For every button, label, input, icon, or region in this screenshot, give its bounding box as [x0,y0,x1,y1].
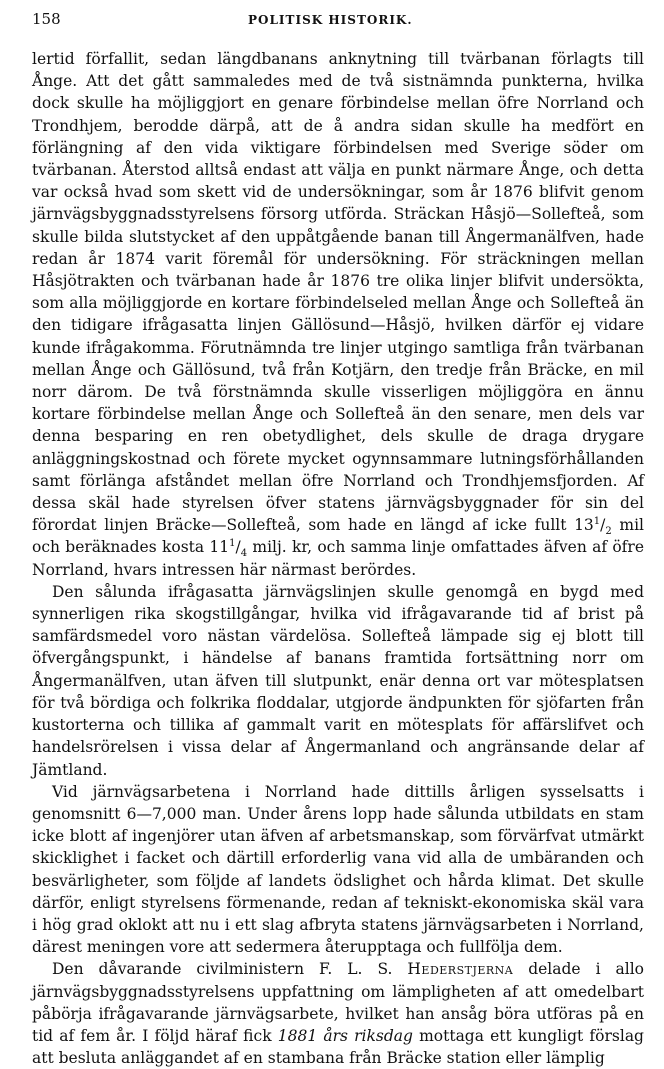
fraction-2-denominator: 4 [240,548,248,560]
person-name: Hederstjerna [407,960,514,979]
fraction-2-numerator: 1 [229,538,236,550]
paragraph-1-text-a: lertid förfallit, sedan längdbanans anknytning till tvärbanan förlagts till Ånge. Att det gått sammaledes med de två sistnämnda punkterna, hvilka dock skulle ha möjliggjort en genare förbindelse mellan öfre Norrland och Trondhjem, berodde därpå, att de å andra sidan skulle ha medfört en förlängning af den vida viktigare förbindelsen med Sverige söder om tvärbanan. Återstod alltså endast att välja en punkt närmare Ånge, och detta var också hvad som skett vid de undersökningar, som år 1876 blifvit genom järnvägsbyggnadsstyrelsens försorg utförda. Sträckan Håsjö—Sollefteå, som skulle bilda slutstycket af den uppåtgående banan till Ångermanälfven, hade redan år 1874 varit föremål för undersökning. För sträckningen mellan Håsjötrakten och tvärbanan hade år 1876 tre olika linjer blifvit undersökta, som alla möjliggjorde en kortare förbindelseled mellan Ånge och Sollefteå än den tidigare ifrågasatta linjen Gällösund—Håsjö, hvilken därför ej vidare kunde ifrågakomma. Förutnämnda tre linjer utgingo samtliga från tvärbanan mellan Ånge och Gällösund, två från Kotjärn, den tredje från Bräcke, en mil norr därom. De två förstnämnda skulle visserligen möjliggöra en ännu kortare förbindelse mellan Ånge och Sollefteå än den senare, men dels var denna besparing en ren obetydlighet, dels skulle de draga drygare anläggningskostnad och förete mycket ogynnsammare lutningsförhållanden samt förlänga afståndet mellan öfre Norrland och Trondhjemsfjorden. Af dessa skäl hade styrelsen öfver statens järnvägsbyggnader för sin del förordat linjen Bräcke—Sollefteå, som hade en längd af icke fullt 13 [32,50,644,535]
paragraph-2: Den sålunda ifrågasatta järnvägslinjen skulle genomgå en bygd med synnerligen rika skogstillgångar, hvilka vid ifrågavarande tid af brist på samfärdsmedel voro nästan värdelösa. Sollefteå lämpade sig ej blott till öfvergångspunkt, i händelse af banans framtida fortsättning norr om Ångermanälfven, utan äfven till slutpunkt, enär denna ort var mötesplatsen för två bördiga och folkrika floddalar, utgjorde ändpunkten för sjöfarten från kustorterna och tillika af gammalt varit en mötesplats för affärslifvet och handelsrörelsen i vissa delar af Ångermanland och angränsande delar af Jämtland. [32,582,644,779]
paragraph-4-text-c: mottaga ett kungligt förslag att besluta anläggandet af en stambana från Bräcke station eller lämplig [32,1026,644,1068]
body-text [32,48,644,1069]
page-header [32,10,644,36]
paragraph-4-text-a: Den dåvarande civilministern F. L. S. [52,960,408,979]
paragraph-1-text-c: milj. kr, och samma linje omfattades äfven af öfre Norrland, hvars intressen här närmast berördes. [32,538,644,579]
paragraph-4 [32,958,644,1069]
riksdag-reference: 1881 års riksdag [277,1026,413,1045]
paragraph-4-text-b: delade i allo järnvägsbyggnadsstyrelsens uppfattning om lämpligheten af att omedelbart påbörja ifrågavarande järnvägsarbete, hvilket han ansåg böra utföras på en tid af fem år. I följd häraf fick [32,960,644,1045]
paragraph-3: Vid järnvägsarbetena i Norrland hade dittills årligen sysselsatts i genomsnitt 6—7,000 man. Under årens lopp hade sålunda utbildats en stam icke blott af ingenjörer utan äfven af arbetsmanskap, som förvärfvat utmärkt skicklighet i facket och därtill erforderlig vana vid alla de umbäranden och besvärligheter, som följde af landets ödslighet och hårda klimat. Det skulle därför, enligt styrelsens förmenande, redan af tekniskt-ekonomiska skäl vara i hög grad oklokt att nu i ett slag afbryta statens järnvägsarbeten i Norrland, därest meningen vore att sedermera återupptaga och fullfölja dem. [32,782,644,957]
running-title: POLITISK HISTORIK. [248,13,413,27]
fraction-1-denominator: 2 [605,526,612,538]
paragraph-1-text-b: mil och beräknades kosta 11 [32,516,644,557]
fraction-1-numerator: 1 [593,516,601,528]
paragraph-1: lertid förfallit, sedan längdbanans anknytning till tvärbanan förlagts till Ånge. Att det gått sammaledes med de två sistnämnda punkterna, hvilka dock skulle ha möjliggjort en genare förbindelse mellan öfre Norrland och Trondhjem, berodde därpå, att de å andra sidan skulle ha medfört en förlängning af den vida viktigare förbindelsen med Sverige söder om tvärbanan. Återstod alltså endast att välja en punkt närmare Ånge, och detta var också hvad som skett vid de undersökningar, som år 1876 blifvit genom järnvägsbyggnadsstyrelsens försorg utförda. Sträckan Håsjö—Sollefteå, som skulle bilda slutstycket af den uppåtgående banan till Ångermanälfven, hade redan år 1874 varit föremål för undersökning. För sträckningen mellan Håsjötrakten och tvärbanan hade år 1876 tre olika linjer blifvit undersökta, som alla möjliggjorde en kortare förbindelseled mellan Ånge och Sollefteå än den tidigare ifrågasatta linjen Gällösund—Håsjö, hvilken därför ej vidare kunde ifrågakomma. Förutnämnda tre linjer utgingo samtliga från tvärbanan mellan Ånge och Gällösund, två från Kotjärn, den tredje från Bräcke, en mil norr därom. De två förstnämnda skulle visserligen möjliggöra en ännu kortare förbindelse mellan Ånge och Sollefteå än den senare, men dels var denna besparing en ren obetydlighet, dels skulle de draga drygare anläggningskostnad och förete mycket ogynnsammare lutningsförhållanden samt förlänga afståndet mellan öfre Norrland och Trondhjemsfjorden. Af dessa skäl hade styrelsen öfver statens järnvägsbyggnader för sin del förordat linjen Bräcke—Sollefteå, som hade en längd af icke fullt $13^1/_2$ mil och beräknades kosta $11^1/_4$ milj. kr, och samma linje omfattades äfven af öfre Norrland, hvars intressen här närmast berördes. [32,50,644,579]
page-number: 158 [32,10,61,28]
